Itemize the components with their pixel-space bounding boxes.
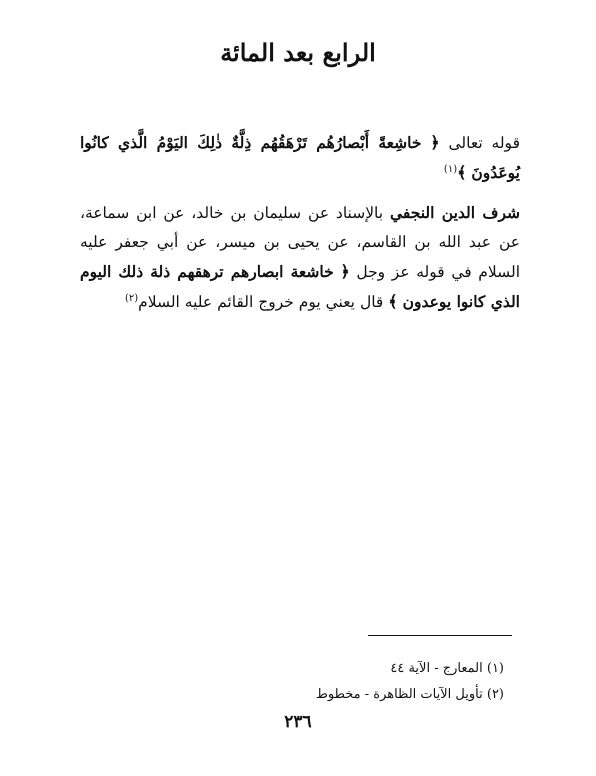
quran-entry <box>80 128 520 188</box>
footnote-ref-2: (٢) <box>124 292 139 304</box>
verse-open-bracket: ﴿ <box>430 133 440 152</box>
intro-text: قوله تعالى <box>448 134 520 152</box>
footnote-divider <box>368 635 512 636</box>
verse-close-bracket: ﴾ <box>457 163 467 182</box>
footnote-2: (٢) تأويل الآيات الظاهرة - مخطوط <box>315 687 504 702</box>
quran-verse: خاشِعةً أَبْصارُهُم تَرْهَقُهُم ذِلَّةٌ ذٰلِكَ اليَوْمُ الَّذي كانُوا يُوعَدُونَ <box>80 133 520 182</box>
quoted-verse: خاشعة ابصارهم ترهقهم ذلة ذلك اليوم الذي كانوا يوعدون <box>80 262 520 311</box>
page-number: ٢٣٦ <box>284 712 312 732</box>
narration-chain: بالإسناد عن سليمان بن خالد، عن ابن سماعة، عن عبد الله بن القاسم، عن يحيى بن ميسر، عن أبي جعفر عليه السلام في قوله عز وجل <box>80 204 521 281</box>
quote-open-bracket: ﴿ <box>340 262 350 281</box>
footnotes <box>124 656 504 708</box>
page-title: الرابع بعد المائة <box>220 38 376 67</box>
quote-close-bracket: ﴾ <box>388 292 398 311</box>
main-text <box>80 128 520 317</box>
said-word: قال <box>359 293 384 311</box>
interpretation: يعني يوم خروج القائم عليه السلام <box>138 293 355 311</box>
narration <box>80 198 520 317</box>
footnote-1: (١) المعارج - الآية ٤٤ <box>390 661 504 676</box>
footnote-ref-1: (١) <box>443 163 458 175</box>
narrator-name: شرف الدين النجفي <box>389 203 521 222</box>
